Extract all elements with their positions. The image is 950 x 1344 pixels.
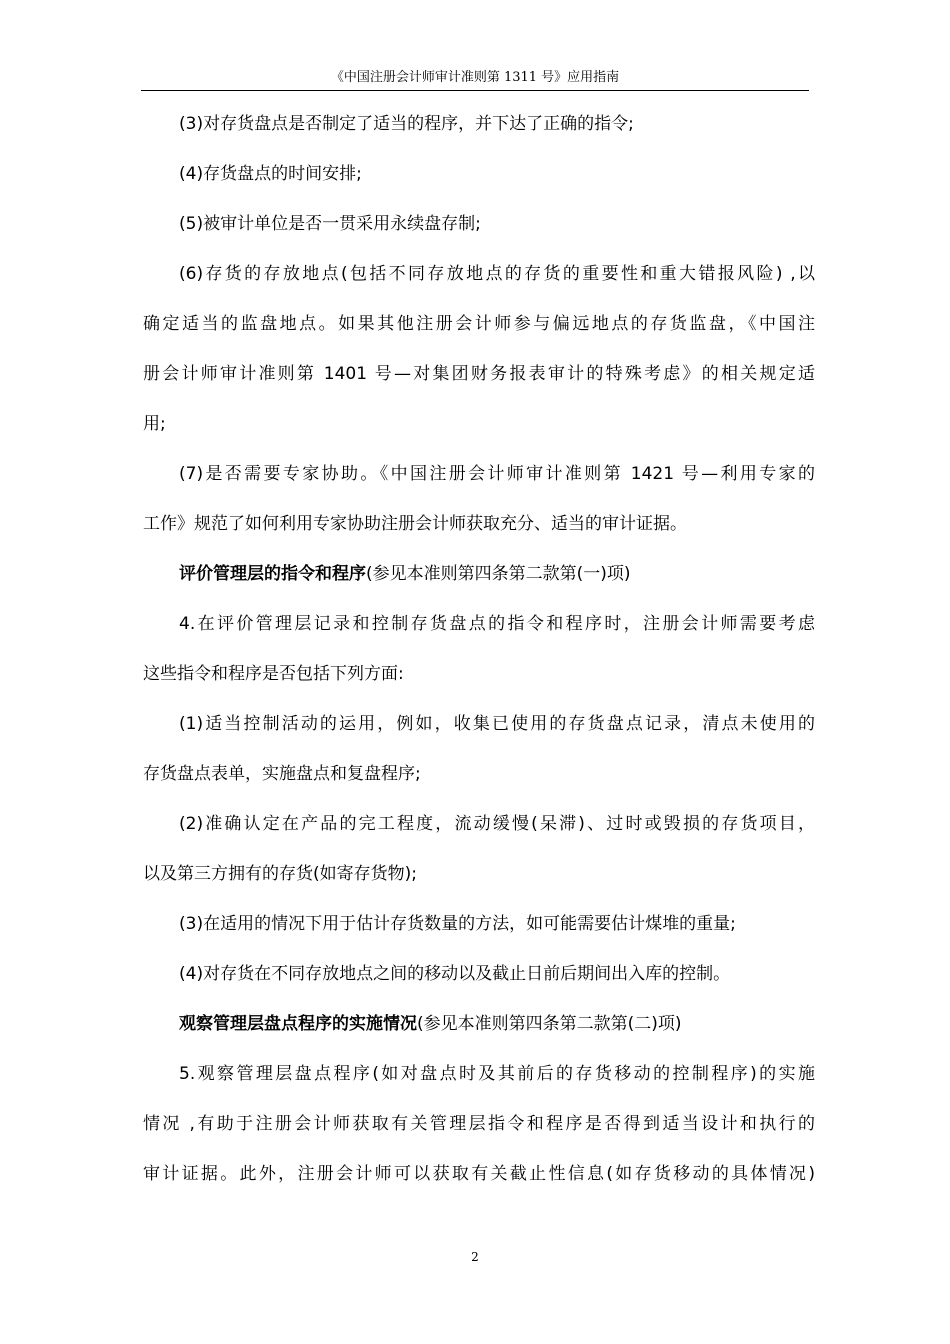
section-heading-title: 观察管理层盘点程序的实施情况 bbox=[179, 1014, 417, 1034]
section-heading-title: 评价管理层的指令和程序 bbox=[179, 564, 366, 584]
paragraph-line: 用; bbox=[143, 414, 166, 434]
paragraph-line: 册会计师审计准则第 1401 号—对集团财务报表审计的特殊考虑》的相关规定适 bbox=[143, 364, 815, 384]
paragraph-line: (7)是否需要专家协助。《中国注册会计师审计准则第 1421 号—利用专家的 bbox=[179, 464, 815, 484]
paragraph-line: 以及第三方拥有的存货(如寄存货物); bbox=[143, 864, 417, 884]
paragraph-line: (4)对存货在不同存放地点之间的移动以及截止日前后期间出入库的控制。 bbox=[179, 964, 731, 984]
paragraph-line: 工作》规范了如何利用专家协助注册会计师获取充分、适当的审计证据。 bbox=[143, 514, 687, 534]
paragraph-line: (1)适当控制活动的运用，例如，收集已使用的存货盘点记录，清点未使用的 bbox=[179, 714, 815, 734]
paragraph-line: (6)存货的存放地点(包括不同存放地点的存货的重要性和重大错报风险) ,以 bbox=[179, 264, 815, 284]
paragraph-line: (3)对存货盘点是否制定了适当的程序，并下达了正确的指令; bbox=[179, 114, 634, 134]
paragraph-line: (2)准确认定在产品的完工程度，流动缓慢(呆滞)、过时或毁损的存货项目， bbox=[179, 814, 815, 834]
paragraph-line: 这些指令和程序是否包括下列方面: bbox=[143, 664, 404, 684]
paragraph-line: 5.观察管理层盘点程序(如对盘点时及其前后的存货移动的控制程序)的实施 bbox=[179, 1064, 815, 1084]
paragraph-line: 存货盘点表单，实施盘点和复盘程序; bbox=[143, 764, 421, 784]
paragraph-line: 4.在评价管理层记录和控制存货盘点的指令和程序时，注册会计师需要考虑 bbox=[179, 614, 815, 634]
paragraph-line: 审计证据。此外，注册会计师可以获取有关截止性信息(如存货移动的具体情况) bbox=[143, 1164, 815, 1184]
section-heading-reference: (参见本准则第四条第二款第(一)项) bbox=[366, 564, 631, 584]
paragraph-line: (4)存货盘点的时间安排; bbox=[179, 164, 362, 184]
page-header: 《中国注册会计师审计准则第 1311 号》应用指南 bbox=[141, 66, 809, 91]
section-heading-reference: (参见本准则第四条第二款第(二)项) bbox=[417, 1014, 682, 1034]
paragraph-line: 确定适当的监盘地点。如果其他注册会计师参与偏远地点的存货监盘，《中国注 bbox=[143, 314, 815, 334]
page-number: 2 bbox=[471, 1250, 479, 1264]
paragraph-line: 情况 ,有助于注册会计师获取有关管理层指令和程序是否得到适当设计和执行的 bbox=[143, 1114, 815, 1134]
section-heading bbox=[143, 1012, 815, 1037]
paragraph-line: (3)在适用的情况下用于估计存货数量的方法，如可能需要估计煤堆的重量; bbox=[179, 914, 736, 934]
paragraph-line: (5)被审计单位是否一贯采用永续盘存制; bbox=[179, 214, 481, 234]
section-heading bbox=[143, 562, 815, 587]
document-body bbox=[143, 112, 815, 1212]
